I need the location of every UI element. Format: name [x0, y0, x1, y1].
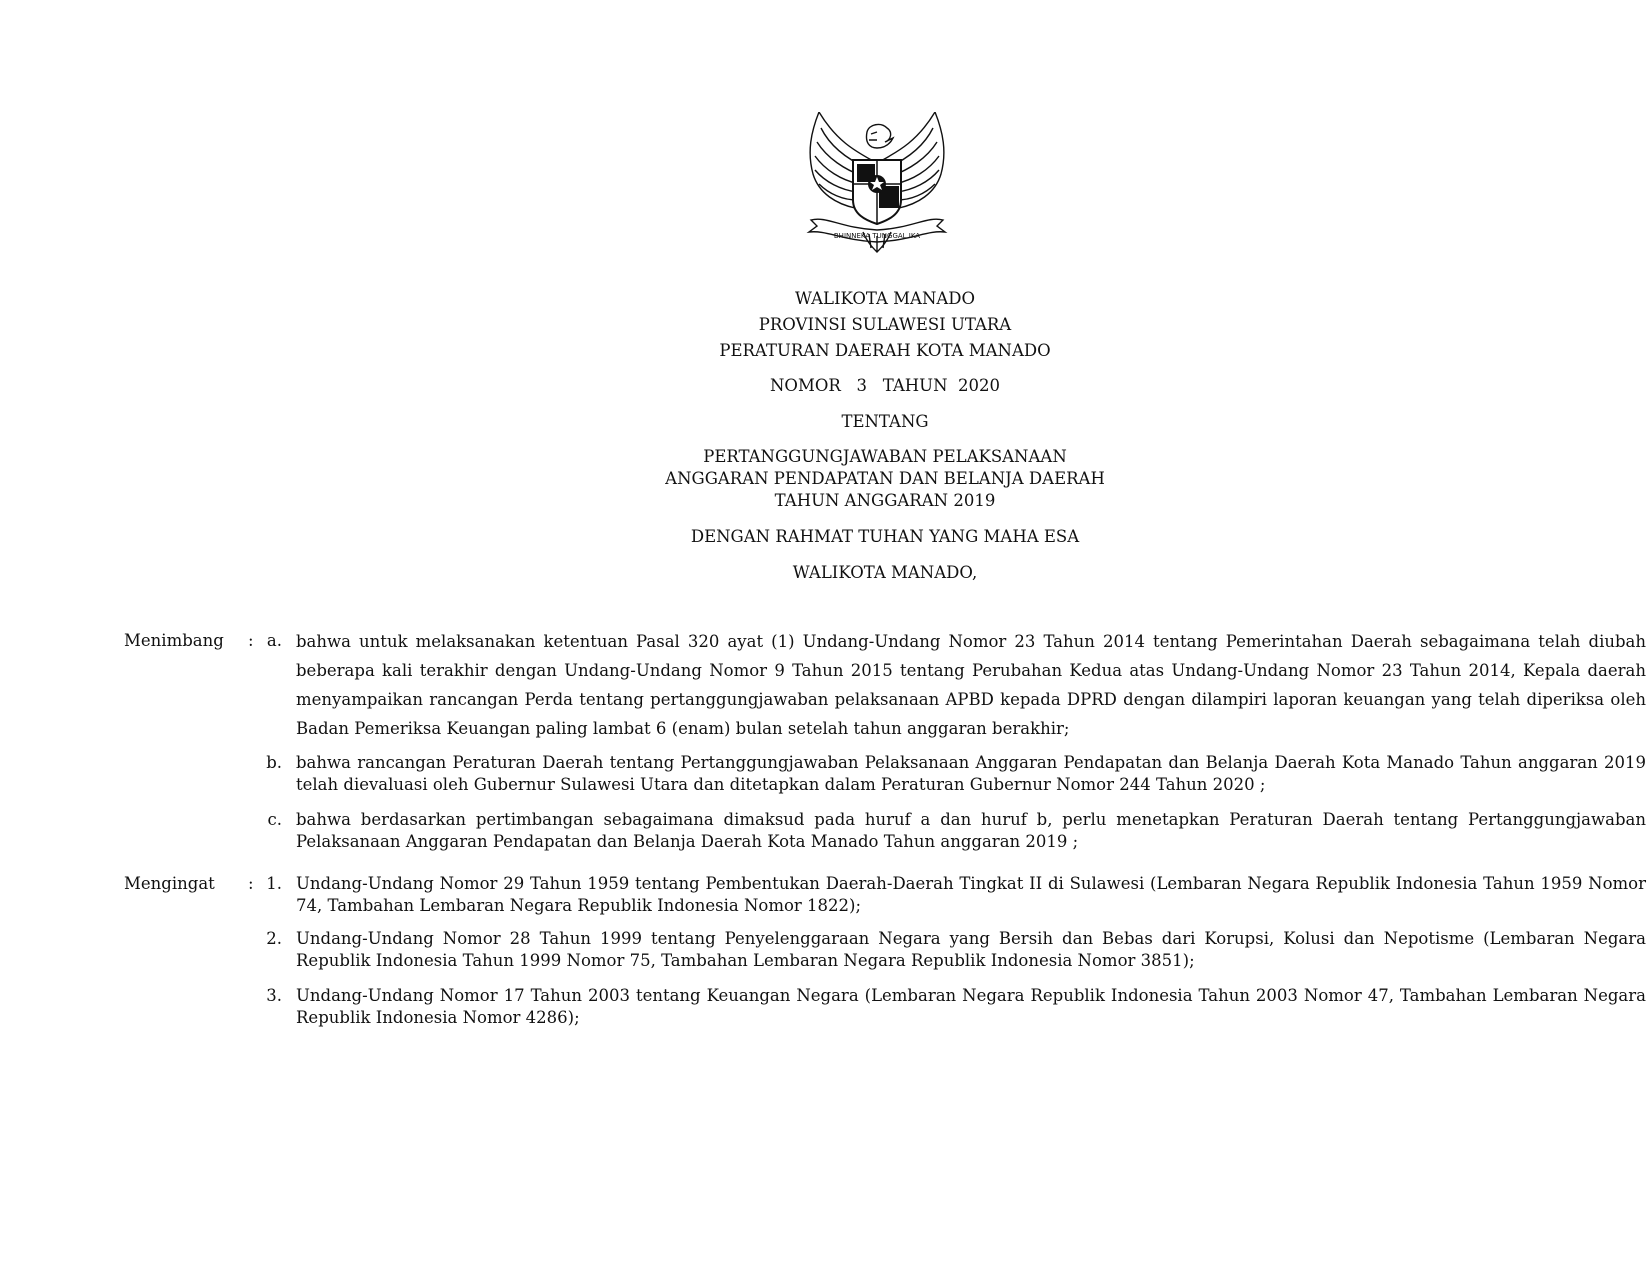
rahmat-line: DENGAN RAHMAT TUHAN YANG MAHA ESA: [690, 527, 1080, 546]
mengingat-item-mark: 1.: [266, 874, 282, 893]
mengingat-label: Mengingat: [124, 874, 215, 893]
province-title: PROVINSI SULAWESI UTARA: [758, 315, 1012, 334]
subject-line-1: PERTANGGUNGJAWABAN PELAKSANAAN: [703, 447, 1067, 466]
mengingat-item-text: Undang-Undang Nomor 17 Tahun 2003 tentang Keuangan Negara (Lembaran Negara Republik Indonesia Tahun 2003 Nomor 47, Tambahan Lembaran Negara Republik Indonesia Nomor 4286);: [296, 986, 1646, 1027]
menimbang-colon: :: [248, 631, 254, 650]
mengingat-colon: :: [248, 874, 254, 893]
regulation-title: PERATURAN DAERAH KOTA MANADO: [719, 341, 1051, 360]
menimbang-item-text: bahwa berdasarkan pertimbangan sebagaimana dimaksud pada huruf a dan huruf b, perlu menetapkan Peraturan Daerah tentang Pertanggungjawaban Pelaksanaan Anggaran Pendapatan dan Belanja Daerah Kota Manado Tahun anggaran 2019 ;: [296, 810, 1646, 851]
menimbang-item-mark: a.: [266, 631, 282, 650]
regulation-number: NOMOR 3 TAHUN 2020: [769, 376, 1000, 395]
garuda-pancasila-emblem-icon: [797, 112, 957, 260]
tentang-label: TENTANG: [841, 412, 929, 431]
issuer-title: WALIKOTA MANADO: [794, 289, 976, 308]
mengingat-item-mark: 2.: [266, 929, 282, 948]
mengingat-item-text: Undang-Undang Nomor 28 Tahun 1999 tentang Penyelenggaraan Negara yang Bersih dan Bebas dari Korupsi, Kolusi dan Nepotisme (Lembaran Negara Republik Indonesia Tahun 1999 Nomor 75, Tambahan Lembaran Negara Republik Indonesia Nomor 3851);: [296, 929, 1646, 970]
menimbang-item-text: bahwa untuk melaksanakan ketentuan Pasal 320 ayat (1) Undang-Undang Nomor 23 Tahun 2014 tentang Pemerintahan Daerah sebagaimana telah diubah beberapa kali terakhir dengan Undang-Undang Nomor 9 Tahun 2015 tentang Perubahan Kedua atas Undang-Undang Nomor 23 Tahun 2014, Kepala daerah menyampaikan rancangan Perda tentang pertanggungjawaban pelaksanaan APBD kepada DPRD dengan dilampiri laporan keuangan yang telah diperiksa oleh Badan Pemeriksa Keuangan paling lambat 6 (enam) bulan setelah tahun anggaran berakhir;: [296, 632, 1646, 738]
menimbang-label: Menimbang: [124, 631, 224, 650]
svg-text:BHINNEKA TUNGGAL IKA: BHINNEKA TUNGGAL IKA: [833, 232, 921, 240]
walikota-line: WALIKOTA MANADO,: [792, 563, 978, 582]
subject-line-2: ANGGARAN PENDAPATAN DAN BELANJA DAERAH: [665, 469, 1105, 488]
mengingat-item-text: Undang-Undang Nomor 29 Tahun 1959 tentang Pembentukan Daerah-Daerah Tingkat II di Sulawesi (Lembaran Negara Republik Indonesia Tahun 1959 Nomor 74, Tambahan Lembaran Negara Republik Indonesia Nomor 1822);: [296, 874, 1646, 915]
mengingat-item-mark: 3.: [266, 986, 282, 1005]
menimbang-item-mark: c.: [267, 810, 282, 829]
menimbang-item-mark: b.: [266, 753, 282, 772]
subject-line-3: TAHUN ANGGARAN 2019: [774, 491, 996, 510]
menimbang-item-text: bahwa rancangan Peraturan Daerah tentang Pertanggungjawaban Pelaksanaan Anggaran Pendapatan dan Belanja Daerah Kota Manado Tahun anggaran 2019 telah dievaluasi oleh Gubernur Sulawesi Utara dan ditetapkan dalam Peraturan Gubernur Nomor 244 Tahun 2020 ;: [296, 753, 1646, 794]
